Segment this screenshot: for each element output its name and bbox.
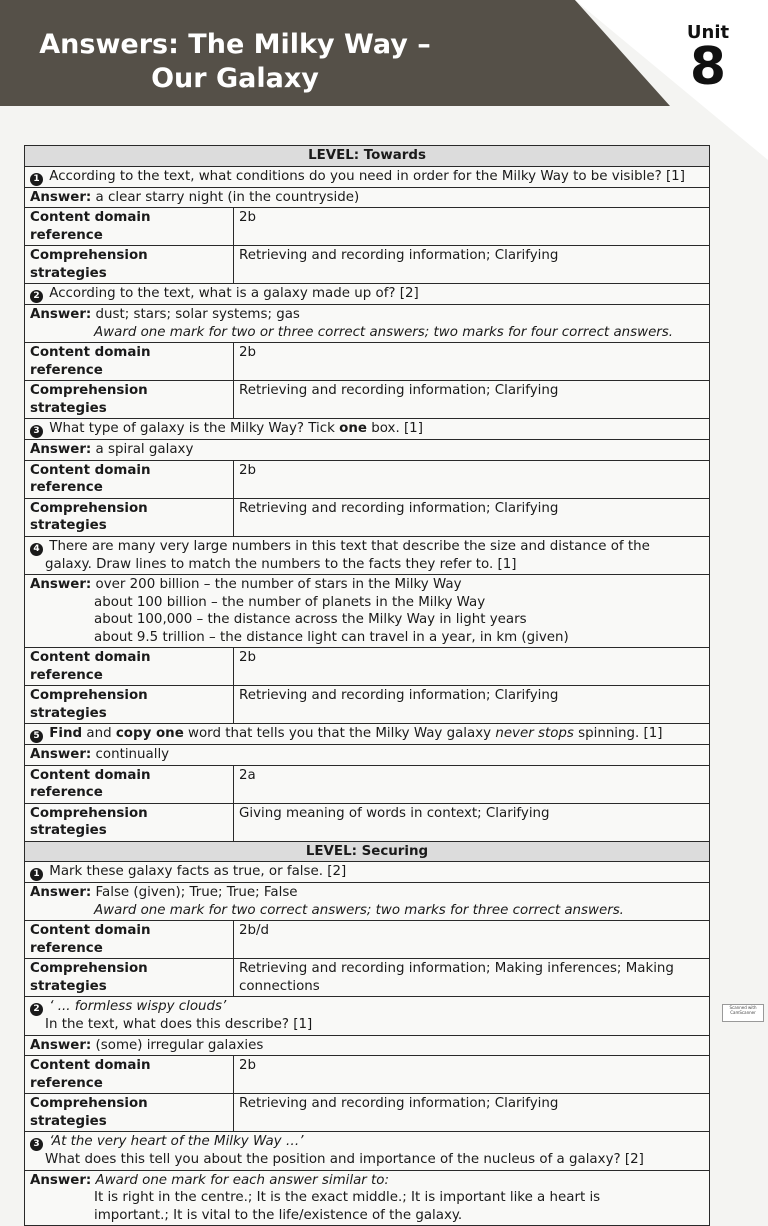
answer-text: (some) irregular galaxies [95,1037,264,1053]
question-number: 3 [30,1138,43,1151]
page-title [0,28,470,96]
question-text-part-2: word that tells you that the Milky Way galaxy [183,726,496,741]
marking-note: Award one mark for each answer similar to: [95,1172,390,1188]
strategies-value-line-2: connections [239,978,320,994]
strategies-label: Comprehension strategies [25,381,234,419]
question-text: Mark these galaxy facts as true, or false. [2] [49,864,347,879]
question-text-part-3: spinning. [1] [573,726,663,741]
answer-label: Answer: [30,442,92,457]
question-text: According to the text, what is a galaxy made up of? [2] [49,286,419,301]
domain-row [25,208,710,246]
domain-label: Content domain reference [25,765,234,803]
domain-label: Content domain reference [25,343,234,381]
title-line-2: Our Galaxy [151,63,319,94]
domain-row [25,765,710,803]
question-number: 1 [30,868,43,881]
question-text-part-1: and [82,726,116,741]
answer-label: Answer: [30,1172,92,1188]
strategies-label: Comprehension strategies [25,803,234,841]
question-row [25,1132,710,1171]
question-row [25,536,710,575]
answer-label: Answer: [30,885,92,900]
strategies-value: Retrieving and recording information; Clarifying [234,686,710,724]
question-quote: ‘ ... formless wispy clouds’ [49,999,227,1014]
answer-text: continually [95,747,170,762]
question-number: 1 [30,173,43,186]
strategies-row [25,1094,710,1132]
question-number: 5 [30,730,43,743]
domain-value: 2b [234,460,710,498]
question-row [25,997,710,1036]
question-text-line-2: galaxy. Draw lines to match the numbers to the facts they refer to. [1] [45,556,517,572]
strategies-value-line-1: Retrieving and recording information; Making inferences; Making [239,961,674,976]
strategies-value: Retrieving and recording information; Clarifying [234,246,710,284]
stamp-line-2: CamScanner [730,1010,756,1015]
strategies-row [25,498,710,536]
question-row [25,419,710,440]
answer-line: over 200 billion – the number of stars in the Milky Way [95,577,462,592]
question-row [25,724,710,745]
strategies-row [25,803,710,841]
strategies-value: Giving meaning of words in context; Clarifying [234,803,710,841]
level-row-securing [25,841,710,862]
question-number: 2 [30,1003,43,1016]
question-text: According to the text, what conditions do you need in order for the Milky Way to be visible? [1] [49,168,685,184]
answer-line: important.; It is vital to the life/existence of the galaxy. [94,1207,463,1223]
question-text-line-1: There are many very large numbers in this text that describe the size and distance of the [49,538,650,554]
domain-row [25,343,710,381]
domain-row [25,460,710,498]
answers-table [24,145,710,1226]
domain-value: 2b [234,648,710,686]
answer-label: Answer: [30,1037,92,1053]
domain-value: 2b [234,343,710,381]
answer-text: False (given); True; True; False [95,885,298,900]
question-row [25,284,710,305]
strategies-row [25,246,710,284]
answer-row [25,883,710,921]
question-text-italic: never stops [495,726,574,741]
strategies-value: Retrieving and recording information; Clarifying [234,1094,710,1132]
question-quote: ‘At the very heart of the Milky Way …’ [49,1134,304,1149]
answer-line: It is right in the centre.; It is the exact middle.; It is important like a heart is [94,1190,601,1205]
strategies-row [25,686,710,724]
domain-label: Content domain reference [25,921,234,959]
answer-row [25,1170,710,1226]
answer-label: Answer: [30,189,92,205]
question-text: In the text, what does this describe? [1] [45,1017,313,1032]
strategies-label: Comprehension strategies [25,246,234,284]
domain-value: 2b/d [234,921,710,959]
domain-value: 2b [234,1056,710,1094]
answer-text: a spiral galaxy [95,442,194,457]
domain-label: Content domain reference [25,208,234,246]
question-text-bold-1: Find [49,726,83,741]
strategies-label: Comprehension strategies [25,686,234,724]
marking-note: Award one mark for two correct answers; two marks for three correct answers. [94,902,624,918]
question-row [25,862,710,883]
domain-label: Content domain reference [25,1056,234,1094]
question-text-emphasis: one [339,421,367,436]
question-text-start: What type of galaxy is the Milky Way? Tick [49,421,340,436]
answer-row [25,305,710,343]
strategies-label: Comprehension strategies [25,498,234,536]
question-number: 3 [30,425,43,438]
question-text-bold-2: copy one [115,726,184,741]
title-line-1: Answers: The Milky Way – [39,29,431,60]
answer-line: about 100 billion – the number of planets in the Milky Way [94,594,486,610]
strategies-row [25,381,710,419]
domain-label: Content domain reference [25,460,234,498]
question-text: What does this tell you about the position and importance of the nucleus of a galaxy? [2] [45,1152,644,1167]
unit-number: 8 [689,37,727,97]
domain-value: 2a [234,765,710,803]
scanner-stamp [722,1004,764,1022]
question-number: 4 [30,543,43,556]
level-heading: LEVEL: Towards [25,146,710,167]
domain-row [25,1056,710,1094]
answer-text: a clear starry night (in the countryside) [95,189,360,205]
question-text-end: box. [1] [366,421,423,436]
domain-label: Content domain reference [25,648,234,686]
marking-note: Award one mark for two or three correct answers; two marks for four correct answers. [94,324,674,340]
level-heading: LEVEL: Securing [25,841,710,862]
question-number: 2 [30,290,43,303]
answer-line: about 100,000 – the distance across the Milky Way in light years [94,612,527,627]
strategies-value: Retrieving and recording information; Clarifying [234,381,710,419]
answer-label: Answer: [30,577,92,592]
answer-line: about 9.5 trillion – the distance light can travel in a year, in km (given) [94,629,569,645]
strategies-row [25,959,710,997]
strategies-label: Comprehension strategies [25,1094,234,1132]
question-row [25,166,710,187]
stamp-line-1: Scanned with [729,1005,757,1010]
strategies-value: Retrieving and recording information; Clarifying [234,498,710,536]
domain-row [25,648,710,686]
answer-row [25,575,710,648]
answer-row [25,440,710,461]
domain-value: 2b [234,208,710,246]
level-row-towards [25,146,710,167]
answer-text: dust; stars; solar systems; gas [95,307,300,322]
strategies-label: Comprehension strategies [25,959,234,997]
domain-row [25,921,710,959]
answer-row [25,745,710,766]
answer-label: Answer: [30,747,92,762]
answer-row [25,187,710,208]
answer-label: Answer: [30,307,92,322]
answer-row [25,1035,710,1056]
unit-label: Unit [686,22,730,43]
